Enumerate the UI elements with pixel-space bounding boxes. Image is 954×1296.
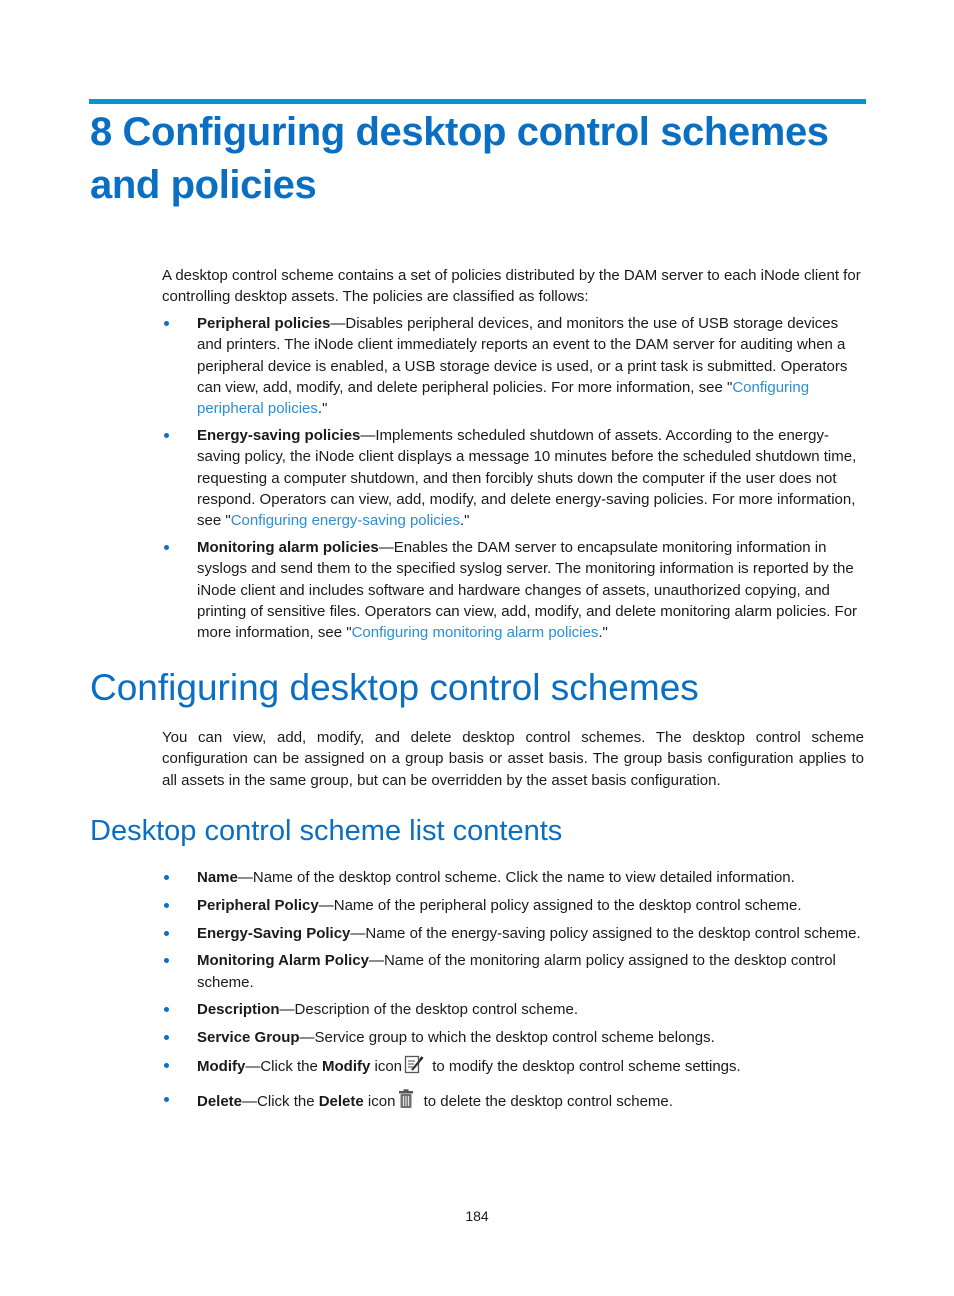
delete-icon <box>397 1089 415 1115</box>
list-item: Peripheral Policy—Name of the peripheral policy assigned to the desktop control scheme. <box>162 895 864 916</box>
policy-term: Energy-saving policies <box>197 427 361 445</box>
list-item: Energy-saving policies—Implements scheduled shutdown of assets. According to the energy-saving policy, the iNode client displays a message 10 minutes before the scheduled shutdown time, requesting a computer shutdown, and then forcibly shuts down the computer if the user does not respond. Operators can view, add, modify, and delete energy-saving policies. For more information, see "Configuring energy-saving policies." <box>162 425 864 531</box>
list-item: Monitoring alarm policies—Enables the DAM server to encapsulate monitoring information in syslogs and send them to the specified syslog server. The monitoring information is reported by the iNode client and includes software and hardware changes of assets, unauthorized copying, and printing of sensitive files. Operators can view, add, modify, and delete monitoring alarm policies. For more information, see "Configuring monitoring alarm policies." <box>162 537 864 643</box>
chapter-title: 8 Configuring desktop control schemes and policies <box>90 110 829 207</box>
page-number: 184 <box>465 1208 489 1224</box>
list-item: Peripheral policies—Disables peripheral devices, and monitors the use of USB storage devices and printers. The iNode client immediately reports an event to the DAM server for auditing when a peripheral device is enabled, a USB storage device is used, or a print task is submitted. Operators can view, add, modify, and delete peripheral policies. For more information, see "Configuring peripheral policies." <box>162 313 864 419</box>
list-item: Description—Description of the desktop control scheme. <box>162 999 864 1020</box>
subsection-heading: Desktop control scheme list contents <box>90 815 563 847</box>
list-item: Name—Name of the desktop control scheme. Click the name to view detailed information. <box>162 867 864 888</box>
list-item: Energy-Saving Policy—Name of the energy-saving policy assigned to the desktop control scheme. <box>162 923 864 944</box>
list-item: Monitoring Alarm Policy—Name of the monitoring alarm policy assigned to the desktop control scheme. <box>162 950 864 993</box>
field-list <box>162 867 864 1122</box>
xref-link[interactable]: Configuring peripheral policies <box>197 378 810 418</box>
list-item: Modify—Click the Modify icon to modify the desktop control scheme settings. <box>162 1055 864 1080</box>
policy-term: Monitoring alarm policies <box>197 539 379 557</box>
section-heading: Configuring desktop control schemes <box>90 667 699 708</box>
intro-paragraph: A desktop control scheme contains a set of policies distributed by the DAM server to each iNode client for controlling desktop assets. The policies are classified as follows: <box>162 267 861 306</box>
xref-link[interactable]: Configuring monitoring alarm policies <box>351 624 599 642</box>
list-item: Service Group—Service group to which the desktop control scheme belongs. <box>162 1027 864 1048</box>
modify-icon <box>404 1055 424 1080</box>
policy-list <box>162 313 864 649</box>
chapter-rule <box>89 99 866 104</box>
list-item: Delete—Click the Delete icon to delete the desktop control scheme. <box>162 1089 864 1115</box>
xref-link[interactable]: Configuring energy-saving policies <box>230 512 460 530</box>
section-paragraph: You can view, add, modify, and delete desktop control schemes. The desktop control scheme configuration can be assigned on a group basis or asset basis. The group basis configuration applies to all assets in the same group, but can be overridden by the asset basis configuration. <box>162 729 864 789</box>
policy-term: Peripheral policies <box>197 315 331 332</box>
